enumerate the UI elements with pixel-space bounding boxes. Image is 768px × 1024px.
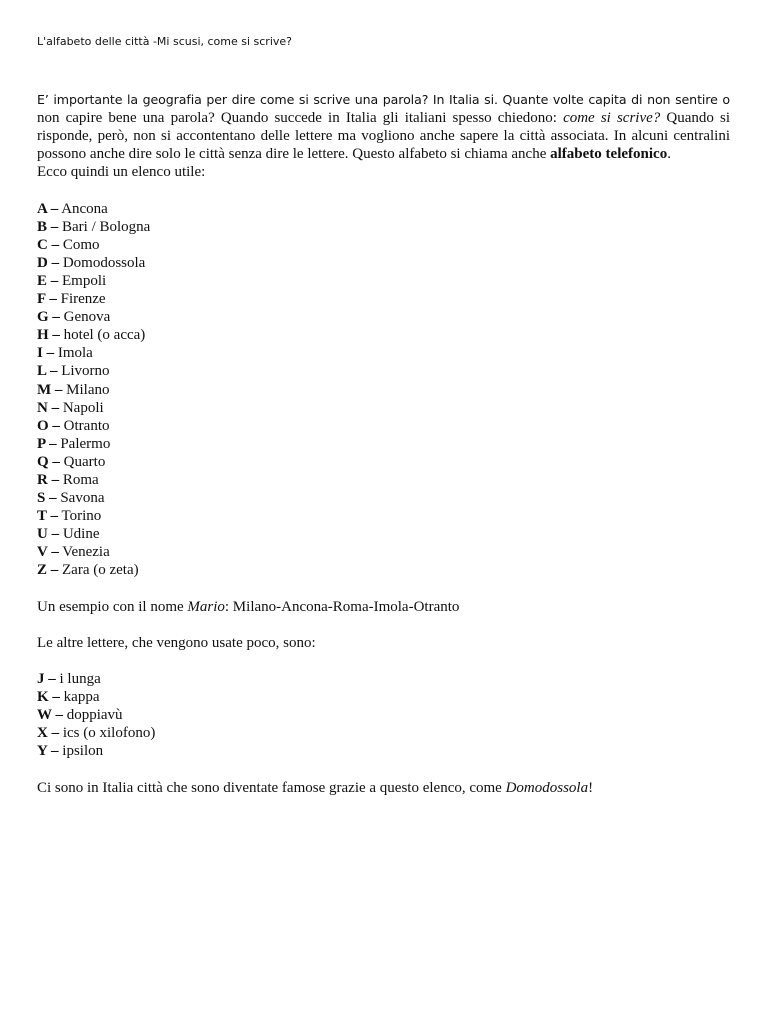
dash: –: [47, 725, 60, 742]
others-intro: Le altre lettere, che vengono usate poco, sono:: [37, 634, 316, 651]
dash: –: [47, 399, 60, 416]
letter: B: [37, 218, 48, 235]
letter-with-dash: [37, 201, 58, 217]
letter: Y: [37, 743, 48, 760]
letter: U: [37, 526, 48, 543]
word: Palermo: [56, 435, 111, 452]
list-item: [37, 453, 730, 471]
word: Otranto: [59, 417, 110, 434]
word: Ancona: [58, 200, 108, 217]
closing-prefix: Ci sono in Italia città che sono diventate famose grazie a questo elenco, come: [37, 779, 506, 796]
letter: E: [37, 272, 48, 289]
document-title: L'alfabeto delle città -Mi scusi, come si scrive?: [37, 35, 293, 48]
letter: J: [37, 671, 45, 687]
list-intro: Ecco quindi un elenco utile:: [37, 164, 206, 181]
dash: –: [45, 490, 57, 507]
dash: –: [45, 435, 57, 452]
letter-with-dash: [37, 345, 54, 361]
dash: –: [47, 562, 59, 579]
word: Milano: [62, 381, 110, 398]
dash: –: [47, 544, 59, 561]
letter: F: [37, 291, 46, 308]
letter: D: [37, 254, 48, 271]
letter: N: [37, 399, 48, 416]
dash: –: [51, 707, 63, 724]
list-item: [37, 254, 730, 272]
word: Udine: [59, 526, 100, 543]
list-item: [37, 290, 730, 308]
dash: –: [42, 345, 55, 362]
letter-with-dash: [37, 562, 58, 578]
letter-with-dash: [37, 382, 62, 398]
list-item: [37, 688, 730, 706]
list-item: [37, 236, 730, 254]
letter: S: [37, 490, 46, 507]
dash: –: [47, 236, 60, 253]
list-item: [37, 525, 730, 543]
letter-with-dash: [37, 291, 57, 307]
list-item: [37, 543, 730, 561]
dash: –: [48, 417, 60, 434]
letter: I: [37, 345, 43, 362]
letter-with-dash: [37, 743, 59, 759]
letter-with-dash: [37, 454, 60, 470]
letter: W: [37, 707, 52, 724]
intro-period: .: [667, 146, 671, 163]
word: Empoli: [58, 272, 107, 289]
example-prefix: Un esempio con il nome: [37, 598, 188, 615]
word: Genova: [59, 309, 111, 326]
letter-with-dash: [37, 707, 63, 723]
letter: R: [37, 471, 48, 488]
letter-with-dash: [37, 689, 60, 705]
list-item: [37, 724, 730, 742]
spacer: [37, 616, 730, 634]
letter-with-dash: [37, 327, 60, 343]
list-item: [37, 399, 730, 417]
dash: –: [46, 363, 58, 380]
intro-paragraph: [37, 91, 730, 163]
letter: Q: [37, 453, 49, 470]
dash: –: [48, 309, 60, 326]
word: i lunga: [55, 671, 101, 687]
word: doppiavù: [62, 707, 123, 724]
letter: V: [37, 544, 48, 561]
dash: –: [48, 689, 60, 706]
dash: –: [46, 508, 58, 525]
letter: L: [37, 363, 47, 380]
intro-bold-term: alfabeto telefonico: [550, 146, 668, 163]
intro-italic-question: come si scrive?: [563, 110, 661, 127]
letter: O: [37, 417, 49, 434]
letter: H: [37, 327, 49, 344]
closing-city: Domodossola: [505, 779, 589, 796]
intro-text-2: non capire bene una parola? Quando succede in Italia gli italiani spesso chiedono:: [37, 110, 557, 127]
letter-with-dash: [37, 490, 57, 506]
letter-with-dash: [37, 725, 59, 741]
letter-with-dash: [37, 309, 60, 325]
list-item: [37, 742, 730, 760]
example-suffix: : Milano-Ancona-Roma-Imola-Otranto: [224, 598, 460, 615]
word: Torino: [57, 508, 102, 525]
other-letters-list: [37, 670, 730, 760]
dash: –: [51, 381, 63, 398]
letter: K: [37, 689, 49, 706]
dash: –: [47, 471, 60, 488]
list-item: [37, 507, 730, 525]
word: Domodossola: [59, 254, 146, 271]
letter: X: [37, 725, 48, 742]
letter-with-dash: [37, 418, 60, 434]
letter: Z: [37, 562, 48, 579]
dash: –: [47, 743, 59, 760]
word: kappa: [59, 689, 100, 706]
word: Firenze: [56, 291, 106, 308]
letter-with-dash: [37, 526, 59, 542]
letter: P: [37, 435, 46, 452]
dash: –: [47, 254, 60, 271]
list-item: [37, 272, 730, 290]
dash: –: [47, 218, 59, 235]
letter: T: [37, 508, 47, 525]
word: Zara (o zeta): [58, 562, 139, 579]
word: hotel (o acca): [59, 327, 146, 344]
alphabet-list: [37, 200, 730, 580]
letter-with-dash: [37, 472, 59, 488]
letter-with-dash: [37, 273, 58, 289]
word: Quarto: [59, 453, 106, 470]
dash: –: [48, 453, 60, 470]
word: Livorno: [57, 363, 110, 380]
letter-with-dash: [37, 544, 59, 560]
word: Como: [59, 236, 100, 253]
letter-with-dash: [37, 237, 59, 253]
dash: –: [44, 671, 56, 687]
list-item: [37, 670, 730, 688]
document-body: [37, 91, 730, 797]
letter-with-dash: [37, 363, 57, 379]
list-item: [37, 471, 730, 489]
list-item: [37, 200, 730, 218]
list-item: [37, 435, 730, 453]
list-item: [37, 561, 730, 579]
closing-line: [37, 779, 730, 797]
letter: M: [37, 381, 52, 398]
word: Napoli: [59, 399, 104, 416]
example-name: Mario: [187, 598, 225, 615]
word: Roma: [59, 471, 99, 488]
list-item: [37, 218, 730, 236]
dash: –: [47, 526, 60, 543]
closing-suffix: !: [588, 779, 594, 796]
letter-with-dash: [37, 436, 57, 452]
dash: –: [45, 291, 57, 308]
word: ics (o xilofono): [59, 725, 156, 742]
list-item: [37, 417, 730, 435]
word: ipsilon: [58, 743, 104, 760]
list-item: [37, 326, 730, 344]
list-item: [37, 706, 730, 724]
dash: –: [47, 272, 59, 289]
intro-text-3: Quando si risponde, però, non si accontentano delle lettere ma vogliono anche sapere la città associata. In alcuni centralini possono anche dire solo le città senza dire le lettere. Questo alfabeto si chiama anche: [37, 110, 731, 163]
example-line: [37, 598, 730, 616]
list-item: [37, 381, 730, 399]
word: Savona: [56, 490, 105, 507]
dash: –: [47, 200, 59, 217]
letter-with-dash: [37, 400, 59, 416]
letter: A: [37, 200, 48, 217]
letter: G: [37, 309, 49, 326]
letter-with-dash: [37, 671, 56, 687]
intro-first-line: E’ importante la geografia per dire come si scrive una parola? In Italia si. Quante volte capita di non sentire o: [37, 92, 730, 107]
word: Venezia: [58, 544, 110, 561]
letter-with-dash: [37, 255, 59, 271]
list-item: [37, 308, 730, 326]
letter-with-dash: [37, 508, 58, 524]
list-item: [37, 362, 730, 380]
letter-with-dash: [37, 219, 58, 235]
list-item: [37, 344, 730, 362]
dash: –: [48, 327, 60, 344]
letter: C: [37, 236, 48, 253]
word: Imola: [54, 345, 93, 362]
word: Bari / Bologna: [58, 218, 151, 235]
list-item: [37, 489, 730, 507]
